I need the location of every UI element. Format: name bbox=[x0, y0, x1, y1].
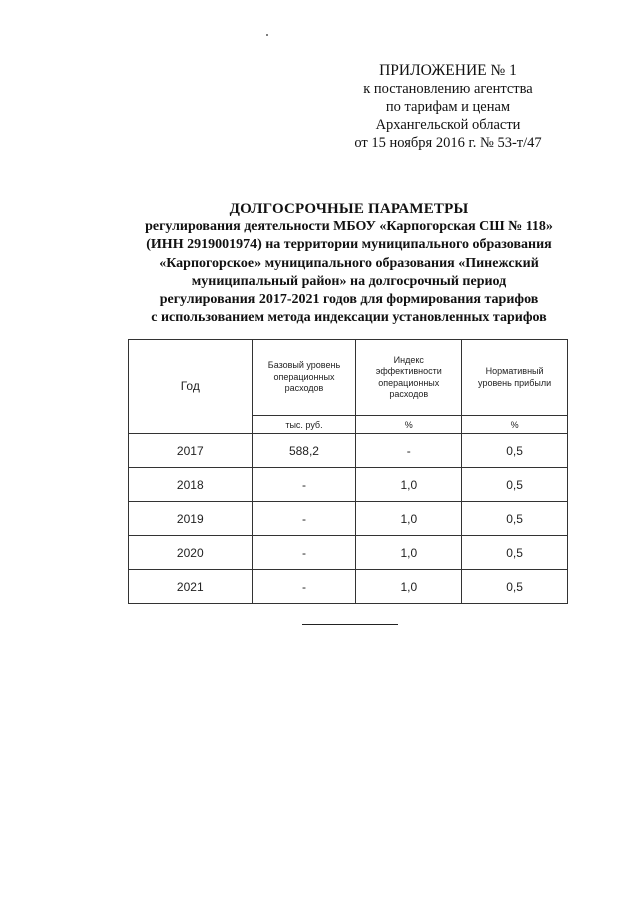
appendix-date-line: от 15 ноября 2016 г. № 53-т/47 bbox=[354, 135, 542, 151]
cell-efficiency-index: 1,0 bbox=[356, 570, 462, 604]
header-base-level bbox=[252, 340, 356, 416]
header-text: эффективности bbox=[375, 366, 442, 376]
header-text: операционных bbox=[273, 371, 335, 382]
cell-profit-level: 0,5 bbox=[462, 468, 568, 502]
cell-efficiency-index: - bbox=[356, 434, 462, 468]
scan-speck bbox=[266, 34, 268, 36]
unit-profit-level: % bbox=[462, 416, 568, 434]
table-header-row bbox=[129, 340, 568, 416]
appendix-block bbox=[338, 62, 558, 152]
title-line: с использованием метода индексации установленных тарифов bbox=[151, 310, 547, 326]
cell-year: 2019 bbox=[129, 502, 253, 536]
title-line: регулирования деятельности МБОУ «Карпогорская СШ № 118» bbox=[145, 219, 553, 235]
cell-base-level: - bbox=[252, 536, 356, 570]
cell-efficiency-index: 1,0 bbox=[356, 502, 462, 536]
appendix-line: к постановлению агентства bbox=[363, 81, 533, 97]
table-row bbox=[129, 570, 568, 604]
title-line: «Карпогорское» муниципального образования «Пинежский bbox=[159, 255, 539, 271]
cell-base-level: - bbox=[252, 570, 356, 604]
cell-profit-level: 0,5 bbox=[462, 434, 568, 468]
cell-year: 2021 bbox=[129, 570, 253, 604]
header-text: Базовый уровень bbox=[267, 360, 341, 371]
appendix-line: Архангельской области bbox=[375, 117, 521, 133]
header-text: операционных bbox=[378, 377, 440, 388]
appendix-number: ПРИЛОЖЕНИЕ № 1 bbox=[379, 62, 517, 79]
header-profit-level bbox=[462, 340, 568, 416]
header-efficiency-index bbox=[356, 340, 462, 416]
closing-rule bbox=[302, 624, 398, 625]
document-title bbox=[110, 200, 588, 327]
cell-efficiency-index: 1,0 bbox=[356, 468, 462, 502]
title-line: регулирования 2017-2021 годов для формирования тарифов bbox=[159, 292, 539, 308]
title-line: (ИНН 2919001974) на территории муниципального образования bbox=[146, 237, 552, 253]
cell-base-level: - bbox=[252, 468, 356, 502]
cell-year: 2020 bbox=[129, 536, 253, 570]
parameters-table bbox=[128, 339, 568, 604]
header-text: Нормативный bbox=[485, 366, 544, 376]
unit-base-level: тыс. руб. bbox=[252, 416, 356, 434]
header-text: Индекс bbox=[393, 354, 424, 365]
title-heading: ДОЛГОСРОЧНЫЕ ПАРАМЕТРЫ bbox=[229, 201, 469, 217]
table-row bbox=[129, 536, 568, 570]
cell-base-level: - bbox=[252, 502, 356, 536]
header-text: расходов bbox=[389, 389, 429, 399]
cell-year: 2018 bbox=[129, 468, 253, 502]
cell-base-level: 588,2 bbox=[252, 434, 356, 468]
header-text: уровень прибыли bbox=[478, 377, 552, 388]
table-row bbox=[129, 468, 568, 502]
cell-year: 2017 bbox=[129, 434, 253, 468]
table-row bbox=[129, 502, 568, 536]
cell-efficiency-index: 1,0 bbox=[356, 536, 462, 570]
unit-efficiency-index: % bbox=[356, 416, 462, 434]
cell-profit-level: 0,5 bbox=[462, 536, 568, 570]
header-year: Год bbox=[129, 340, 253, 434]
cell-profit-level: 0,5 bbox=[462, 502, 568, 536]
table-row bbox=[129, 434, 568, 468]
appendix-line: по тарифам и ценам bbox=[385, 99, 511, 115]
cell-profit-level: 0,5 bbox=[462, 570, 568, 604]
header-text: расходов bbox=[284, 383, 324, 394]
title-line: муниципальный район» на долгосрочный период bbox=[191, 273, 507, 289]
